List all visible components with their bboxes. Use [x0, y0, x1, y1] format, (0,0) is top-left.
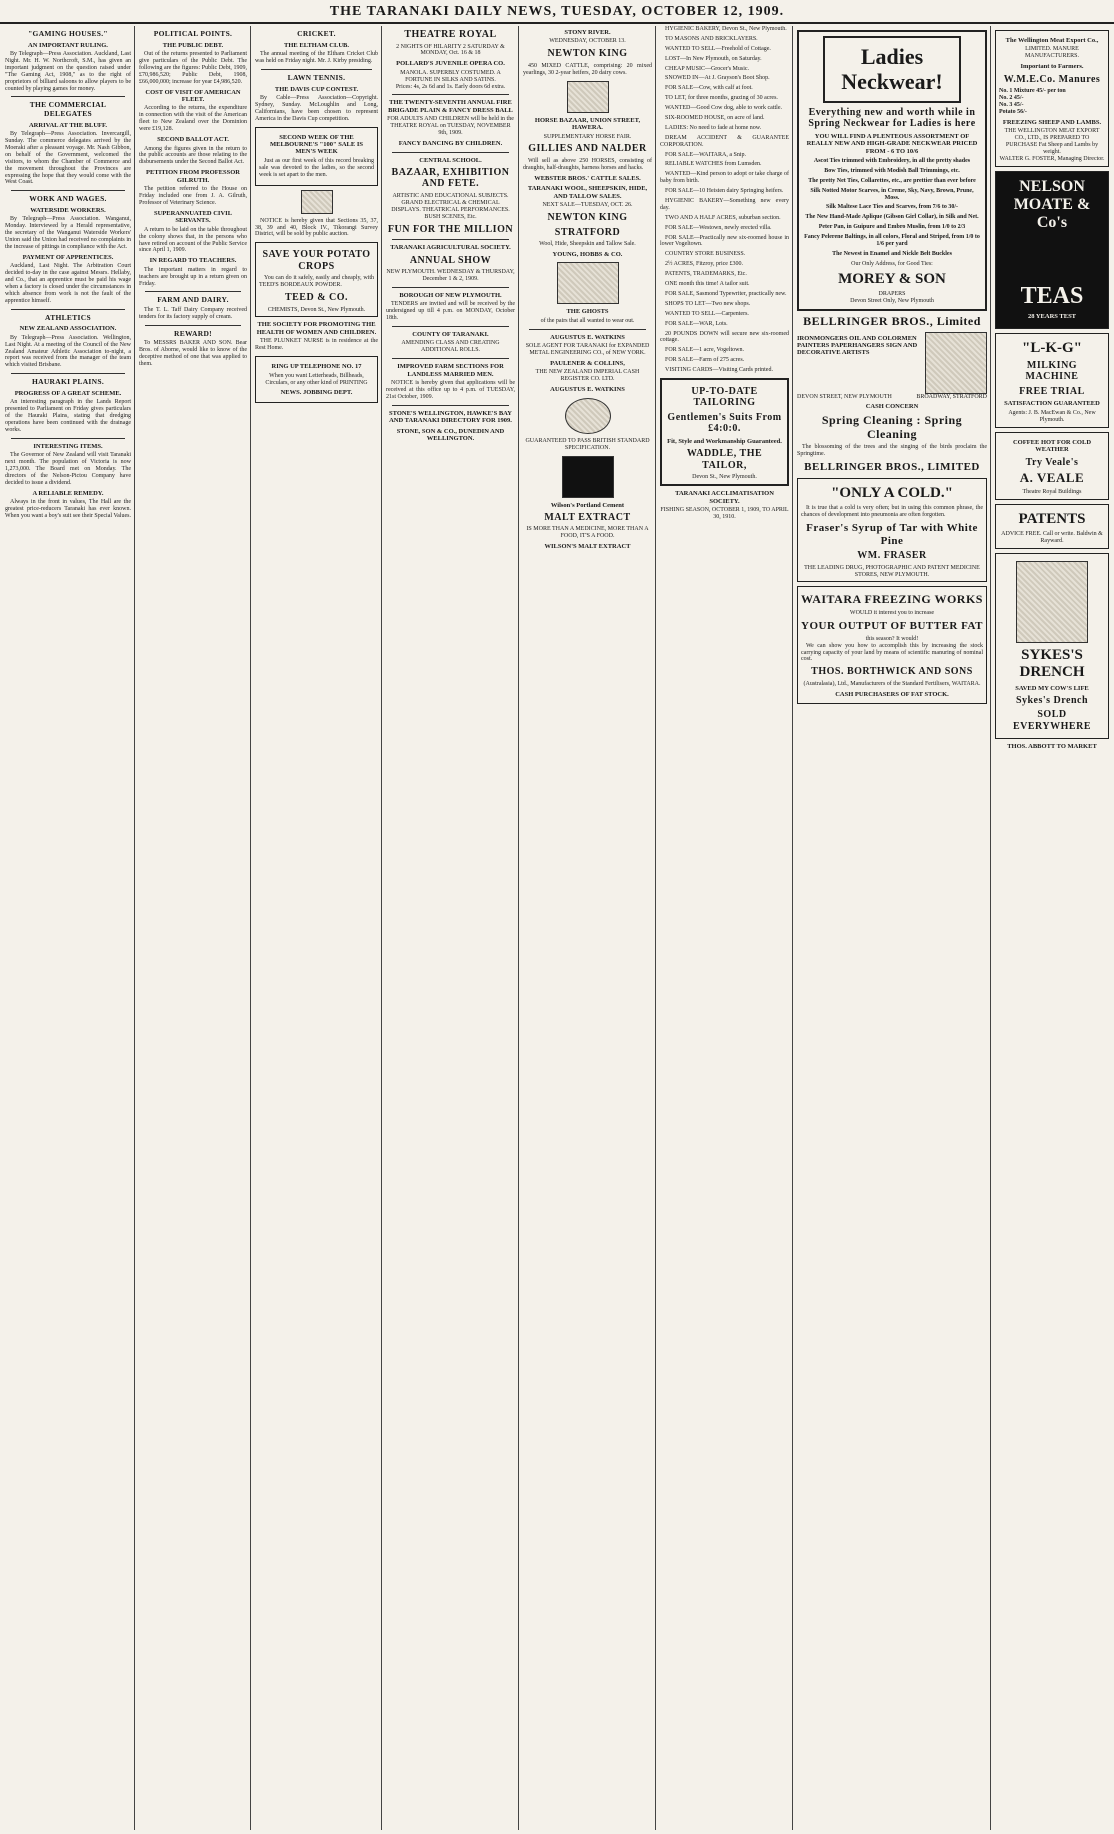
article-subheading: PROGRESS OF A GREAT SCHEME. — [14, 389, 122, 397]
ad-heading: WAITARA FREEZING WORKS — [801, 592, 983, 607]
classified-ad: WANTED TO SELL—Freehold of Cottage. — [665, 45, 771, 52]
ad-heading: FREEZING SHEEP AND LAMBS. — [1002, 118, 1102, 126]
ad-date: WEDNESDAY, OCTOBER 13. — [549, 38, 626, 45]
advertisement-waitara — [797, 586, 987, 704]
ad-heading: SAVE YOUR POTATO CROPS — [262, 249, 371, 272]
ad-heading: WEBSTER BROS.' CATTLE SALES. — [534, 174, 641, 182]
divider — [261, 69, 372, 70]
article-text: By Telegraph—Press Association. Auckland, Last Night. Mr. H. W. Northcroft, S.M., has given an important judgment on the question raised under "The Gaming Act, 1908," as to the right of proprietors of billiard saloons to allow players to be counted by playing games for money. — [5, 51, 131, 92]
classified-ad: SHOPS TO LET—Two new shops. — [665, 300, 751, 307]
ad-heading: Spring Cleaning : Spring Cleaning — [821, 412, 963, 441]
article-subheading: THE PUBLIC DEBT. — [162, 41, 224, 49]
ad-text: FUN FOR THE MILLION — [387, 223, 514, 235]
ad-heading: TARANAKI AGRICULTURAL SOCIETY. — [390, 244, 511, 252]
ad-heading: "L-K-G" — [1022, 339, 1082, 356]
classified-ad: PATENTS, TRADEMARKS, Etc. — [665, 271, 747, 278]
ad-heading: IMPROVED FARM SECTIONS FOR LANDLESS MARRIED MEN. — [397, 363, 504, 378]
article-text: Among the figures given in the return to the public accounts are those relating to the disbursements under the Second Ballot Act. — [139, 145, 247, 166]
ad-firm-sub: THE LEADING DRUG, PHOTOGRAPHIC AND PATENT MEDICINE STORES, NEW PLYMOUTH. — [804, 564, 980, 578]
ad-text: AMENDING CLASS AND CREATING ADDITIONAL ROLLS. — [401, 340, 500, 354]
advertisement — [255, 242, 378, 317]
ad-text: FOR ADULTS AND CHILDREN will be held in the THEATRE ROYAL on TUESDAY, NOVEMBER 9th, 1909. — [387, 116, 514, 137]
divider — [392, 152, 509, 153]
advertisement — [255, 127, 378, 186]
divider — [392, 326, 509, 327]
ad-heading: SECOND WEEK OF THE MELBOURNE'S "100" SALE IS MEN'S WEEK — [269, 133, 363, 156]
article-subheading: INTERESTING ITEMS. — [33, 442, 103, 450]
article-subheading: ARRIVAL AT THE BLUFF. — [28, 121, 108, 129]
manure-price-item: Potato 56/- — [999, 108, 1027, 115]
ad-address: BROADWAY, STRATFORD — [916, 393, 987, 400]
article-heading: POLITICAL POINTS. — [153, 29, 233, 38]
article-text: The important matters in regard to teachers are brought up in a return given on Friday. — [139, 266, 247, 287]
ad-text: SATISFACTION GUARANTEED — [1004, 400, 1100, 408]
column-rule — [134, 26, 135, 1830]
column-1 — [2, 26, 134, 1830]
article-subheading: NEW ZEALAND ASSOCIATION. — [19, 325, 117, 333]
ad-text: Sykes's Drench — [1015, 694, 1089, 706]
neckwear-item: Fancy Pelerene Baltings, in all colors, Floral and Striped, from 1/0 to 1/6 per yard — [804, 234, 980, 248]
divider — [11, 309, 125, 310]
ad-heading: AUGUSTUS E. WATKINS — [550, 333, 625, 341]
neckwear-item: Ascot Ties trimmed with Embroidery, in all the pretty shades — [813, 158, 971, 164]
ad-heading: AUGUSTUS E. WATKINS — [550, 386, 625, 394]
divider — [11, 96, 125, 97]
article-text: By Telegraph—Press Association. Invercargill, Sunday. The commerce delegates arrived by the Moeraki after a pleasant voyage. Mr. Nash Gibbon, on behalf of the Government, welcomed the visitors, to whom the Chamber of Commerce and the movement throughout the Provinces are expressing the hope that they would come with the West Coast. — [5, 131, 131, 186]
ad-heading: SYKES'S DRENCH — [1019, 647, 1085, 681]
ad-text: THE WELLINGTON MEAT EXPORT CO., LTD., IS PREPARED TO PURCHASE Fat Sheep and Lambs by weight. — [1004, 128, 1100, 155]
ad-text: WOULD it interest you to increase — [849, 610, 935, 617]
article-text: The annual meeting of the Eltham Cricket Club was held on Friday night. Mr. J. Kirby presiding. — [255, 51, 378, 64]
ad-product: Fraser's Syrup of Tar with White Pine — [806, 521, 978, 547]
divider — [145, 325, 241, 326]
article-subheading: SECOND BALLOT ACT. — [157, 136, 229, 144]
classified-ad: 2½ ACRES, Fitzroy, price £300. — [665, 261, 743, 268]
crest-illustration — [301, 190, 333, 214]
ad-text: THE PLUNKET NURSE is in residence at the Rest Home. — [255, 338, 378, 352]
article-text: An interesting paragraph in the Lands Report presented to Parliament on Friday gives particulars of the Hauraki Plains, stating that dredging operations have been continued with the drainage works. — [5, 399, 131, 433]
divider — [11, 373, 125, 374]
ad-text: Fit, Style and Workmanship Guaranteed. — [667, 437, 782, 445]
article-text: The T. L. Taff Dairy Company received tenders for its factory supply of cream. — [139, 307, 247, 320]
ad-text: Will sell as above 250 HORSES, consisting of draughts, half-draughts, harness horses and hacks. — [523, 157, 652, 171]
article-subheading: PETITION FROM PROFESSOR GILRUTH. — [146, 169, 240, 184]
manure-price-item: No. 2 45/- — [999, 95, 1024, 102]
column-rule — [250, 26, 251, 1830]
column-rule — [792, 26, 793, 1830]
classified-ad: FOR SALE—WAITARA, a Snip. — [665, 151, 747, 158]
column-6 — [657, 26, 792, 1830]
classified-ad: FOR SALE—Practically new six-roomed house in lower Vogeltown. — [660, 234, 789, 248]
article-text: To MESSRS BAKER AND SON. Bear Bros. of Aborne, would like to know of the deceptive method of one that was applied to them. — [139, 340, 247, 368]
ad-text: SAVED MY COW'S LIFE — [1015, 684, 1089, 692]
ad-firm-sub: Theatre Royal Buildings — [1022, 489, 1082, 496]
ad-address: Devon Street Only, New Plymouth — [850, 297, 934, 304]
article-heading: WORK AND WAGES. — [29, 194, 107, 204]
ad-firm-sub: (Australasia), Ltd., Manufacturers of the Standard Fertilisers, WAITARA. — [803, 680, 981, 687]
ad-text: this season? It would! — [865, 635, 919, 642]
ad-address: CHEMISTS, Devon St., New Plymouth. — [267, 306, 366, 313]
ad-heading: STONY RIVER. — [564, 29, 611, 36]
horse-illustration — [567, 81, 609, 113]
classified-ad: CHEAP MUSIC—Grocer's Music. — [665, 65, 750, 72]
article-heading: ATHLETICS — [45, 312, 91, 322]
column-rule — [990, 26, 991, 1830]
classified-ad: HYGIENIC BAKERY, Devon St., New Plymouth. — [665, 26, 787, 32]
ad-text: 28 YEARS TEST — [1027, 313, 1077, 321]
classified-ad: HYGIENIC BAKERY—Something new every day. — [660, 198, 789, 211]
neckwear-title-box — [823, 36, 961, 103]
classified-ad: SIX-ROOMED HOUSE, on acre of land. — [665, 115, 765, 122]
paint-tin-illustration — [925, 332, 987, 394]
classified-ad: LOST—In New Plymouth, on Saturday. — [665, 55, 762, 62]
column-3 — [252, 26, 381, 1830]
article-subheading: WATERSIDE WORKERS. — [30, 206, 106, 214]
classified-ad: TO LET, for three months, grazing of 30 acres. — [665, 95, 778, 102]
ad-text: SUPPLEMENTARY HORSE FAIR. — [543, 133, 632, 140]
classified-ad: LADIES: No need to fade at home now. — [665, 124, 762, 131]
ad-heading: UP-TO-DATE TAILORING — [691, 385, 758, 409]
ad-heading: STONE'S WELLINGTON, HAWKE'S BAY AND TARANAKI DIRECTORY FOR 1909. — [389, 409, 512, 425]
ad-heading: Ladies Neckwear! — [841, 44, 943, 95]
classified-ad: TWO AND A HALF ACRES, suburban section. — [665, 214, 781, 221]
article-text: By Telegraph—Press Association. Wellington, Last Night. At a meeting of the Council of the New Zealand Amateur Athletic Association to-night, a report was received from the manager of the team which visited Brisbane. — [5, 334, 131, 369]
boots-illustration — [557, 262, 619, 304]
cement-barrel-illustration — [562, 456, 614, 498]
ad-text: FREE TRIAL — [1019, 385, 1085, 397]
ad-firm: YOUNG, HOBBS & CO. — [552, 250, 623, 258]
ad-text: NOTICE is hereby given that applications will be received at this office up to 4 p.m. of TUESDAY, 21st October, 1909. — [386, 380, 515, 400]
ad-text: Prices: 4s, 2s 6d and 1s. Early doors 6d extra. — [395, 83, 506, 90]
article-subheading: IN REGARD TO TEACHERS. — [149, 257, 237, 265]
divider — [529, 329, 646, 330]
bellringer-row — [797, 332, 987, 394]
article-subheading: SUPERANNUATED CIVIL SERVANTS. — [153, 209, 233, 225]
neckwear-item: Silk Notted Motor Scarves, in Creme, Sky, Navy, Brown, Prune, Moss. — [810, 187, 974, 201]
masthead-title: THE TARANAKI DAILY NEWS, TUESDAY, OCTOBER 12, 1909. — [329, 4, 785, 19]
manure-price-item: No. 1 Mixture 45/- per ton — [999, 88, 1066, 95]
classified-ad: FOR SALE—Cow, with calf at foot. — [665, 85, 753, 92]
article-text: According to the returns, the expenditure in connection with the visit of the American fleet to New Zealand over the Dominion were £19,128. — [139, 105, 247, 133]
ad-text: The blossoming of the trees and the singing of the birds proclaim the Springtime. — [797, 444, 987, 458]
classified-ad: VISITING CARDS—Visiting Cards printed. — [665, 367, 773, 374]
divider — [11, 190, 125, 191]
article-text: Out of the returns presented to Parliament give particulars of the Public Debt. The following are the figures: Public Debt, 1909, £70,986,520; Public Debt, 1908, £66,000,000; increase for year £4,986,520. — [139, 51, 247, 85]
ad-text: 2 NIGHTS OF HILARITY 2 SATURDAY & MONDAY, Oct. 16 & 18 — [396, 43, 505, 57]
advertisement-neckwear — [797, 30, 987, 311]
ad-text: THE NEW ZEALAND IMPERIAL CASH REGISTER CO. LTD. — [535, 369, 640, 383]
article-heading: LAWN TENNIS. — [287, 72, 346, 82]
advertisement-tailoring — [660, 378, 789, 486]
column-8 — [992, 26, 1112, 1830]
ad-address: DEVON STREET, NEW PLYMOUTH — [797, 393, 892, 400]
column-rule — [655, 26, 656, 1830]
masthead — [0, 0, 1114, 24]
article-heading: CRICKET. — [297, 29, 336, 38]
ad-firm: NEWS. JOBBING DEPT. — [280, 389, 353, 397]
column-2 — [136, 26, 250, 1830]
ad-firm: WM. FRASER — [857, 550, 927, 562]
ad-heading: CASH CONCERN — [865, 403, 919, 411]
neckwear-item: Bow Ties, trimmed with Modish Ball Trimmings, etc. — [824, 167, 960, 174]
advertisement-lkg — [995, 333, 1109, 428]
article-heading: THE COMMERCIAL DELEGATES — [29, 100, 107, 119]
classified-ad: FOR SALE—1 acre, Vogeltown. — [665, 347, 744, 354]
ad-heading: THE TWENTY-SEVENTH ANNUAL FIRE BRIGADE PLAIN & FANCY DRESS BALL — [388, 99, 513, 114]
ad-heading: COUNTY OF TARANAKI. — [412, 330, 489, 338]
ad-firm: Agents: J. B. MacEwan & Co., New Plymouth. — [1008, 409, 1096, 423]
classified-ad: ONE month this time! A tailor suit. — [665, 281, 750, 288]
neckwear-item: The Newest in Enamel and Nickle Belt Buckles — [832, 250, 952, 257]
classified-ad: WANTED TO SELL—Carpenters. — [665, 310, 749, 317]
ad-heading: COFFEE HOT FOR COLD WEATHER — [1012, 438, 1092, 454]
ad-firm: W.M.E.Co. Manures — [1003, 73, 1101, 85]
ad-heading: CENTRAL SCHOOL. — [419, 156, 482, 164]
ad-text: Gentlemen's Suits From £4:0:0. — [667, 411, 782, 435]
ad-heading: Wilson's Portland Cement — [550, 501, 625, 509]
ad-text: MANOLA. SUPERBLY COSTUMED. A FORTUNE IN SILKS AND SATINS. — [400, 69, 501, 83]
ad-heading: THOS. ABBOTT TO MARKET — [1007, 743, 1097, 751]
ad-heading: Important to Farmers. — [1020, 63, 1084, 71]
neckwear-item: Peter Pan, in Guipure and Embro Muslin, from 1/0 to 2/3 — [818, 224, 966, 231]
neckwear-item: The pretty Net Ties, Collarettes, etc., are prettier than ever before — [808, 177, 976, 184]
column-5 — [520, 26, 655, 1830]
ad-text: BAZAAR, EXHIBITION AND FETE. — [391, 166, 510, 190]
ad-text: It is true that a cold is very often; but in using this common phrase, the chances of development into pneumonia are often forgotten. — [801, 505, 983, 519]
article-text: The Governor of New Zealand will visit Taranaki next month. The population of Victoria is now 1,273,000. The Board met on Monday. The directors of the Nelson-Pictou Company have decided to issue a dividend. — [5, 452, 131, 486]
ad-text: ANNUAL SHOW — [409, 254, 492, 266]
classified-ad: SNOWED IN—At J. Grayson's Boot Shop. — [665, 75, 770, 82]
article-subheading: COST OF VISIT OF AMERICAN FLEET. — [145, 88, 241, 104]
article-heading: REWARD! — [174, 328, 212, 338]
neckwear-item: Silk Maltese Lace Ties and Scarves, from 7/6 to 30/- — [826, 204, 958, 211]
ad-text: IRONMONGERS OIL AND COLORMEN PAINTERS PAPERHANGERS SIGN AND DECORATIVE ARTISTS — [797, 334, 918, 357]
ad-firm: WILSON'S MALT EXTRACT — [544, 543, 631, 551]
ad-heading: PAULENER & COLLINS, — [550, 360, 625, 368]
column-4 — [383, 26, 518, 1830]
ad-heading: MALT EXTRACT — [544, 511, 631, 523]
ad-heading: TARANAKI ACCLIMATISATION SOCIETY. — [675, 490, 774, 505]
article-text: A return to be laid on the table throughout the colony shows that, in the persons who have retired on account of the Public Service since April 1, 1909. — [139, 226, 247, 254]
article-heading: FARM AND DAIRY. — [157, 295, 229, 305]
article-subheading: A RELIABLE REMEDY. — [32, 489, 104, 497]
divider — [11, 438, 125, 439]
ad-firm: BELLRINGER BROS., LIMITED — [804, 461, 980, 474]
neckwear-item: The New Hand-Made Aplique (Gibson Girl Collar), in Silk and Net. — [805, 214, 979, 221]
ad-firm: MOREY & SON — [838, 270, 946, 287]
ad-firm: NEWTON KING — [547, 212, 628, 224]
ad-firm: THOS. BORTHWICK AND SONS — [811, 666, 973, 678]
advertisement-sykes — [995, 553, 1109, 739]
manure-price-item: No. 3 45/- — [999, 102, 1024, 108]
ad-text: Try Veale's — [1025, 456, 1079, 468]
classified-ad: TO MASONS AND BRICKLAYERS. — [665, 35, 758, 42]
divider — [392, 358, 509, 359]
ad-firm: TEED & CO. — [284, 292, 349, 304]
ad-text: Everything new and worth while in Spring Neckwear for Ladies is here — [808, 106, 976, 130]
ad-text: SOLE AGENT FOR TARANAKI for EXPANDED METAL ENGINEERING CO., of NEW YORK. — [525, 343, 650, 357]
ad-heading: THE GHOSTS — [566, 308, 609, 316]
classified-ad: WANTED—Good Cow dog, able to work cattle. — [665, 105, 782, 112]
ad-text: When you want Letterheads, Billheads, Circulars, or any other kind of PRINTING — [265, 372, 368, 386]
ad-text: POLLARD'S JUVENILE OPERA CO. — [396, 60, 505, 68]
ad-heading: "ONLY A COLD." — [831, 484, 953, 501]
article-text: By Telegraph—Press Association. Wanganui, Monday. Interviewed by a Herald representative, the secretary of the Wanganui Waterside Workers' Union said the Union had received no complaints in the increase of pittings in compliance with the Act. — [5, 216, 131, 250]
article-heading: HAURAKI PLAINS. — [31, 377, 104, 387]
ad-firm: WADDLE, THE TAILOR, — [686, 448, 763, 471]
ad-text: of the pairs that all wanted to wear out. — [540, 317, 635, 324]
ad-text: IS MORE THAN A MEDICINE, MORE THAN A FOOD, IT'S A FOOD. — [526, 526, 649, 540]
ad-text: ARTISTIC AND EDUCATIONAL SUBJECTS. GRAND ELECTRICAL & CHEMICAL DISPLAYS. THEATRICAL PERFORMANCES. BUSH SCENES, Etc. — [391, 192, 510, 220]
advertisement-veale — [995, 432, 1109, 500]
classified-ad: FOR SALE—10 Heisten dairy Springing heifers. — [665, 188, 784, 195]
column-rule — [518, 26, 519, 1830]
article-text: By Cable—Press Association—Copyright. Sydney, Sunday. McLoughlin and Long, Californians, have been chosen to represent America in the Davis Cup competition. — [255, 94, 378, 122]
classified-ad: RELIABLE WATCHES from Lumsden. — [665, 161, 762, 168]
article-heading: "GAMING HOUSES." — [28, 29, 108, 38]
ad-heading: The Wellington Meat Export Co., — [1005, 37, 1099, 44]
ad-footer: Our Only Address, for Good Ties: — [851, 260, 933, 267]
ad-footer: CASH PURCHASERS OF FAT STOCK. — [835, 690, 949, 698]
article-subheading: THE ELTHAM CLUB. — [284, 41, 349, 49]
ad-text: Wool, Hide, Sheepskin and Tallow Sale. — [539, 241, 636, 248]
ad-text: TENDERS are invited and will be received by the undersigned up till 4 p.m. on MONDAY, October 18th. — [386, 301, 515, 322]
star-emblem-illustration — [565, 398, 611, 434]
ad-firm-sub: DRAPERS — [878, 290, 906, 297]
advertisement — [255, 356, 378, 403]
ad-text: We can show you how to accomplish this by increasing the stock carrying capacity of your land by means of scientific manuring of nominal cost. — [801, 642, 983, 663]
advertisement-patents — [995, 504, 1109, 549]
ad-text: NEW PLYMOUTH. WEDNESDAY & THURSDAY, December 1 & 2, 1909. — [386, 269, 515, 282]
classified-ad: FOR SALE, Sasmond Typewriter, practically new. — [665, 290, 787, 297]
ad-heading: TARANAKI WOOL, SHEEPSKIN, HIDE, AND TALLOW SALES. — [527, 185, 648, 200]
ad-text: GUARANTEED TO PASS BRITISH STANDARD SPECIFICATION. — [525, 437, 650, 451]
advertisement-nelson-moate — [995, 171, 1109, 329]
notice-text: NOTICE is hereby given that Sections 35, 37, 38, 39 and 40, Block IV., Tikorangi Survey District, will be sold by public auction. — [255, 217, 378, 238]
divider — [145, 291, 241, 292]
classified-ad: FOR SALE—WAR, Lots. — [665, 320, 728, 327]
column-rule — [381, 26, 382, 1830]
ad-firm: WALTER G. FOSTER, Managing Director. — [999, 155, 1105, 162]
divider — [392, 239, 509, 240]
ad-text: 450 MIXED CATTLE, comprising: 20 mixed yearlings, 30 2-year heifers, 20 dairy cows. — [523, 62, 652, 76]
article-text: Auckland, Last Night. The Arbitration Court decided to-day in the case against Messrs. Hellaby, and Co., that an apprentice must be paid his wage when a factory is closed under the circumstances in which absence from work is not the fault of the apprentice himself. — [5, 263, 131, 304]
divider — [392, 287, 509, 288]
ad-firm: GILLIES AND NALDER — [528, 143, 647, 155]
article-subheading: PAYMENT OF APPRENTICES. — [22, 253, 114, 261]
ad-text: FISHING SEASON, OCTOBER 1, 1909, TO APRIL 30, 1910. — [660, 507, 789, 521]
classified-ad: WANTED—Kind person to adopt or take charge of baby from birth. — [660, 171, 789, 185]
ad-heading: BOROUGH OF NEW PLYMOUTH. — [399, 291, 502, 299]
classified-ad: 20 POUNDS DOWN will secure new six-roomed cottage. — [660, 330, 789, 344]
address-row — [797, 394, 987, 401]
article-text: The petition referred to the House on Friday included one from J. A. Gilruth, Professor of Veterinary Science. — [139, 186, 247, 206]
ad-text: Just as our first week of this record breaking sale was devoted to the ladies, so the second week is set apart to the men. — [259, 157, 374, 178]
manure-price-list — [999, 88, 1105, 116]
ad-firm: NEWTON KING — [547, 48, 628, 60]
ad-address: Devon St., New Plymouth. — [692, 474, 757, 481]
column-7 — [794, 26, 990, 1830]
advertisement-cold — [797, 478, 987, 583]
ad-heading: THE SOCIETY FOR PROMOTING THE HEALTH OF WOMEN AND CHILDREN. — [256, 321, 377, 336]
advertisement-meat-export — [995, 30, 1109, 167]
ad-heading: HORSE BAZAAR, UNION STREET, HAWERA. — [534, 116, 641, 132]
divider — [392, 94, 509, 95]
ad-heading: PATENTS — [1018, 510, 1086, 527]
ad-text: NEXT SALE—TUESDAY, OCT. 26. — [542, 202, 633, 209]
woman-with-cow-illustration — [1016, 561, 1088, 643]
ad-text: MILKING MACHINE — [1025, 359, 1079, 383]
classified-ad: COUNTRY STORE BUSINESS. — [665, 251, 746, 258]
ad-heading: RING UP TELEPHONE NO. 17 — [271, 363, 362, 371]
ad-text: YOUR OUTPUT OF BUTTER FAT — [801, 620, 983, 633]
classified-ad: FOR SALE—Westown, newly erected villa. — [665, 224, 772, 231]
article-text: Always in the front in values, The Hall are the greatest price-reducers Taranaki has ever known. When you want a boy's suit see their Special Values. — [5, 499, 131, 519]
article-subheading: AN IMPORTANT RULING. — [28, 41, 108, 49]
ad-text: ADVICE FREE. Call or write. Baldwin & Rayward. — [1001, 531, 1103, 545]
divider — [392, 405, 509, 406]
ad-text: SOLD EVERYWHERE — [1013, 709, 1091, 732]
ad-text: TEAS — [1020, 282, 1084, 309]
classified-ad: FOR SALE—Farm of 275 acres. — [665, 357, 745, 364]
ad-firm: A. VEALE — [1019, 470, 1085, 486]
ad-firm: STONE, SON & CO., DUNEDIN AND WELLINGTON. — [396, 427, 505, 443]
ad-text: STRATFORD — [554, 226, 621, 238]
ad-text: LIMITED. MANURE MANUFACTURERS. — [1024, 46, 1080, 60]
ad-text: YOU WILL FIND A PLENTEOUS ASSORTMENT OF REALLY NEW AND HIGH-GRADE NECKWEAR PRICED FROM - 6 TO 10/6 — [806, 132, 978, 155]
article-subheading: THE DAVIS CUP CONTEST. — [274, 85, 359, 93]
neckwear-item-list — [803, 158, 981, 258]
ad-heading: THEATRE ROYAL — [404, 29, 497, 40]
ad-text: You can do it safely, easily and cheaply, with TEED'S BORDEAUX POWDER. — [259, 275, 374, 289]
ad-heading: NELSON MOATE & Co's — [1013, 177, 1091, 232]
ad-text: FANCY DANCING BY CHILDREN. — [398, 140, 503, 148]
classified-ad: DREAM ACCIDENT & GUARANTEE CORPORATION. — [660, 134, 789, 148]
ad-heading: BELLRINGER BROS., Limited — [803, 313, 981, 328]
